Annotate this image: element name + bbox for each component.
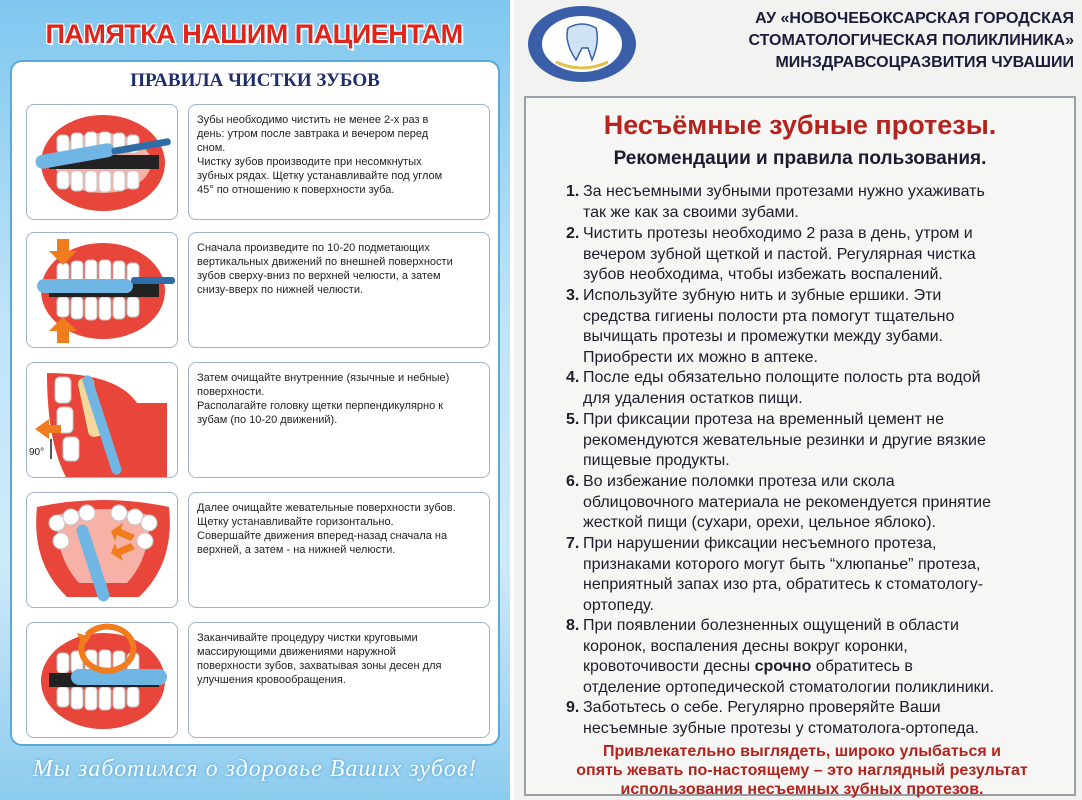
text-line: средства гигиены полости рта помогут тщательно: [583, 307, 955, 325]
chewing-surface-brushing-icon: [27, 493, 178, 608]
text-line: Совершайте движения вперед-назад сначала на: [197, 530, 448, 542]
text-line: Привлекательно выглядеть, широко улыбаться и: [603, 743, 1001, 760]
left-poster: [0, 0, 510, 800]
text-fragment: обратитесь в: [811, 658, 913, 675]
step-2-text: [188, 232, 490, 348]
inner-surface-brushing-icon: [27, 363, 178, 478]
text-line: облицовочного материала не рекомендуется принятие: [583, 493, 992, 511]
panel-heading: ПРАВИЛА ЧИСТКИ ЗУБОВ: [130, 70, 380, 91]
text-line: Во избежание поломки протеза или скола: [583, 473, 895, 490]
text-line: Приобрести их можно в аптеке.: [583, 348, 818, 366]
text-line: Сначала произведите по 10-20 подметающих: [197, 242, 430, 254]
text-line: вычищать протезы и промежутки между зубами.: [583, 328, 943, 345]
brushing-45-degree-icon: [27, 105, 178, 220]
clinic-name-line: МИНЗДРАВСОЦРАЗВИТИЯ ЧУВАШИИ: [775, 54, 1074, 71]
rule-number: 7.: [566, 535, 580, 552]
text-line: так же как за своими зубами.: [583, 203, 799, 221]
text-line: Заботьтесь о себе. Регулярно проверяйте Ваши: [583, 699, 941, 716]
text-line: Чистить протезы необходимо 2 раза в день, утром и: [583, 225, 973, 242]
step-5-text: [188, 622, 490, 738]
angle-label: 90°: [29, 447, 45, 458]
text-line: зубов сверху-вниз по верхней челюсти, а затем: [197, 270, 441, 282]
rule-number: 1.: [566, 183, 580, 200]
text-line: поверхности.: [197, 386, 265, 398]
text-line: При появлении болезненных ощущений в области: [583, 617, 959, 634]
rule-item: [566, 616, 1056, 698]
text-line: массирующими движениями наружной: [197, 646, 396, 658]
rule-number: 6.: [566, 473, 580, 490]
step-2-illustration: [26, 232, 178, 348]
step-1: [26, 104, 492, 220]
text-line: ортопеду.: [583, 596, 654, 614]
clinic-name-line: СТОМАТОЛОГИЧЕСКАЯ ПОЛИКЛИНИКА»: [748, 32, 1074, 49]
text-line: жесткой пищи (сухари, орехи, цельное яблоко).: [583, 514, 936, 531]
step-1-text: [188, 104, 490, 220]
brushing-rules-panel: [10, 60, 500, 746]
poster-slogan: Мы заботимся о здоровье Ваших зубов!: [32, 756, 478, 782]
text-line: сном.: [197, 142, 226, 154]
step-4: [26, 492, 492, 608]
step-2: [26, 232, 492, 348]
rule-item: [566, 534, 1056, 616]
text-line: За несъемными зубными протезами нужно ухаживать: [583, 183, 985, 200]
rule-item: [566, 286, 1056, 368]
prosthesis-rules-box: [524, 96, 1076, 796]
text-line: При фиксации протеза на временный цемент не: [583, 411, 944, 428]
text-line: вечером зубной щеткой и пастой. Регулярная чистка: [583, 245, 976, 263]
text-line: верхней, а затем - на нижней челюсти.: [197, 544, 396, 556]
step-1-illustration: [26, 104, 178, 220]
emphasis-text: срочно: [754, 658, 812, 675]
text-line: зубам (по 10-20 движений).: [197, 414, 338, 426]
step-3: [26, 362, 492, 478]
text-line: признаками которого могут быть “хлюпанье” протеза,: [583, 555, 981, 573]
rules-subtitle: Рекомендации и правила пользования.: [613, 148, 987, 169]
text-line: для удаления остатков пищи.: [583, 389, 803, 407]
rule-number: 9.: [566, 699, 580, 716]
text-line: день: утром после завтрака и вечером перед: [197, 128, 429, 140]
text-line: Далее очищайте жевательные поверхности зубов.: [197, 502, 456, 514]
step-4-text: [188, 492, 490, 608]
rules-title: Несъёмные зубные протезы.: [603, 110, 997, 140]
rule-item: [566, 698, 1056, 739]
text-line: [583, 657, 1056, 678]
closing-statement: [532, 742, 1072, 799]
text-line: Располагайте головку щетки перпендикулярно к: [197, 400, 444, 412]
text-line: коронок, воспаления десны вокруг коронки,: [583, 637, 908, 655]
text-line: После еды обязательно полощите полость рта водой: [583, 369, 981, 386]
text-line: Затем очищайте внутренние (язычные и небные): [197, 372, 450, 384]
rule-number: 8.: [566, 617, 580, 634]
rule-item: [566, 472, 1056, 534]
rule-number: 2.: [566, 225, 580, 242]
text-line: Заканчивайте процедуру чистки круговыми: [197, 632, 418, 644]
text-line: Зубы необходимо чистить не менее 2-х раз в: [197, 114, 429, 126]
step-3-text: [188, 362, 490, 478]
clinic-logo: [526, 4, 638, 84]
text-line: зубов необходима, чтобы избежать воспалений.: [583, 266, 943, 283]
text-line: Щетку устанавливайте горизонтально.: [197, 516, 394, 528]
rule-number: 3.: [566, 287, 580, 304]
text-fragment: кровоточивости десны: [583, 658, 751, 675]
tooth-logo-icon: [526, 4, 638, 84]
text-line: Чистку зубов производите при несомкнутых: [197, 156, 422, 168]
text-line: пищевые продукты.: [583, 452, 730, 469]
text-line: неприятный запах изо рта, обратитесь к стоматологу-: [583, 576, 984, 593]
text-line: снизу-вверх по нижней челюсти.: [197, 284, 364, 296]
rule-number: 5.: [566, 411, 580, 428]
text-line: несъемные зубные протезы у стоматолога-ортопеда.: [583, 719, 979, 737]
text-line: вертикальных движений по внешней поверхности: [197, 256, 453, 268]
step-4-illustration: [26, 492, 178, 608]
text-line: опять жевать по-настоящему – это наглядный результат: [576, 762, 1028, 779]
step-5-illustration: [26, 622, 178, 738]
text-line: использования несъемных зубных протезов.: [620, 781, 984, 798]
poster-title: ПАМЯТКА НАШИМ ПАЦИЕНТАМ: [45, 18, 463, 49]
text-line: улучшения кровообращения.: [197, 674, 346, 686]
rule-item: [566, 368, 1056, 409]
text-line: 45° по отношению к поверхности зуба.: [197, 184, 395, 196]
text-line: рекомендуются жевательные резинки и другие вязкие: [583, 431, 986, 449]
text-line: поверхности зубов, захватывая зоны десен для: [197, 660, 442, 672]
rule-number: 4.: [566, 369, 580, 386]
vertical-sweep-icon: [27, 233, 178, 348]
rule-item: [566, 224, 1056, 286]
step-5: [26, 622, 492, 738]
text-line: При нарушении фиксации несъемного протеза,: [583, 535, 937, 552]
rule-item: [566, 182, 1056, 223]
text-line: отделение ортопедической стоматологии поликлиники.: [583, 678, 995, 696]
clinic-name-line: АУ «НОВОЧЕБОКСАРСКАЯ ГОРОДСКАЯ: [755, 10, 1074, 27]
rule-item: [566, 410, 1056, 472]
text-line: зубных рядах. Щетку устанавливайте под углом: [197, 170, 443, 182]
step-3-illustration: [26, 362, 178, 478]
text-line: Используйте зубную нить и зубные ершики. Эти: [583, 287, 942, 304]
circular-massage-icon: [27, 623, 178, 738]
right-poster: [514, 0, 1082, 800]
clinic-name: [644, 8, 1080, 74]
